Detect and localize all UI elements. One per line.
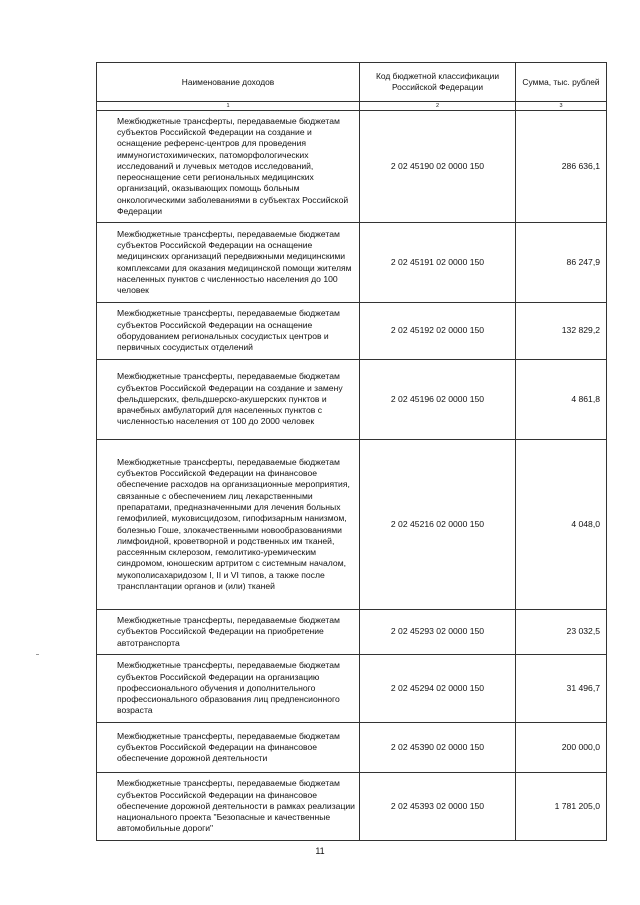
- budget-code: 2 02 45294 02 0000 150: [360, 655, 516, 723]
- revenue-table: [96, 62, 607, 841]
- revenue-name: Межбюджетные трансферты, передаваемые бюджетам субъектов Российской Федерации на оснащение оборудованием региональных сосудистых центров и первичных сосудистых отделений: [97, 303, 360, 360]
- header-amount-cell: Сумма, тыс. рублей: [516, 63, 607, 102]
- revenue-name: Межбюджетные трансферты, передаваемые бюджетам субъектов Российской Федерации на приобретение автотранспорта: [97, 610, 360, 655]
- column-number-1: 1: [97, 102, 360, 111]
- column-number-3: 3: [516, 102, 607, 111]
- table-header-row: [97, 63, 607, 102]
- margin-mark: [36, 654, 39, 655]
- revenue-name: Межбюджетные трансферты, передаваемые бюджетам субъектов Российской Федерации на организацию профессионального обучения и дополнительного профессионального образования лиц предпенсионного возраста: [97, 655, 360, 723]
- header-code-cell: Код бюджетной классификации Российской Федерации: [360, 63, 516, 102]
- budget-code: 2 02 45196 02 0000 150: [360, 360, 516, 440]
- amount: 1 781 205,0: [516, 773, 607, 841]
- budget-code: 2 02 45216 02 0000 150: [360, 440, 516, 610]
- revenue-name: Межбюджетные трансферты, передаваемые бюджетам субъектов Российской Федерации на финансовое обеспечение дорожной деятельности в рамках реализации национального проекта "Безопасные и качественные автомобильные дороги": [97, 773, 360, 841]
- revenue-name: Межбюджетные трансферты, передаваемые бюджетам субъектов Российской Федерации на финансовое обеспечение дорожной деятельности: [97, 723, 360, 773]
- table-row: [97, 111, 607, 223]
- header-name-cell: Наименование доходов: [97, 63, 360, 102]
- amount: 23 032,5: [516, 610, 607, 655]
- table-row: [97, 655, 607, 723]
- amount: 4 048,0: [516, 440, 607, 610]
- amount: 31 496,7: [516, 655, 607, 723]
- amount: 132 829,2: [516, 303, 607, 360]
- column-number-row: [97, 102, 607, 111]
- budget-code: 2 02 45191 02 0000 150: [360, 223, 516, 303]
- table-row: [97, 440, 607, 610]
- column-number-2: 2: [360, 102, 516, 111]
- budget-code: 2 02 45192 02 0000 150: [360, 303, 516, 360]
- table-row: [97, 223, 607, 303]
- budget-code: 2 02 45393 02 0000 150: [360, 773, 516, 841]
- table-row: [97, 303, 607, 360]
- table-row: [97, 723, 607, 773]
- table-row: [97, 773, 607, 841]
- revenue-name: Межбюджетные трансферты, передаваемые бюджетам субъектов Российской Федерации на создание и оснащение референс-центров для проведения иммуногистохимических, патоморфологических исследований и лучевых методов исследований, переоснащение сети региональных медицинских организаций, оказывающих помощь больным онкологическими заболеваниями в субъектах Российской Федерации: [97, 111, 360, 223]
- page-number: 11: [315, 846, 325, 856]
- amount: 86 247,9: [516, 223, 607, 303]
- amount: 200 000,0: [516, 723, 607, 773]
- revenue-name: Межбюджетные трансферты, передаваемые бюджетам субъектов Российской Федерации на финансовое обеспечение расходов на организационные мероприятия, связанные с обеспечением лиц лекарственными препаратами, предназначенными для лечения больных гемофилией, муковисцидозом, гипофизарным нанизмом, болезнью Гоше, злокачественными новообразованиями лимфоидной, кроветворной и родственных им тканей, рассеянным склерозом, гемолитико-уремическим синдромом, юношеским артритом с системным началом, мукополисахаридозом I, II и VI типов, а также после трансплантации органов и (или) тканей: [97, 440, 360, 610]
- amount: 4 861,8: [516, 360, 607, 440]
- amount: 286 636,1: [516, 111, 607, 223]
- budget-code: 2 02 45190 02 0000 150: [360, 111, 516, 223]
- revenue-name: Межбюджетные трансферты, передаваемые бюджетам субъектов Российской Федерации на оснащение медицинских организаций передвижными медицинскими комплексами для оказания медицинской помощи жителям населенных пунктов с численностью населения до 100 человек: [97, 223, 360, 303]
- budget-code: 2 02 45293 02 0000 150: [360, 610, 516, 655]
- table-row: [97, 360, 607, 440]
- revenue-name: Межбюджетные трансферты, передаваемые бюджетам субъектов Российской Федерации на создание и замену фельдшерских, фельдшерско-акушерских пунктов и врачебных амбулаторий для населенных пунктов с численностью населения от 100 до 2000 человек: [97, 360, 360, 440]
- budget-code: 2 02 45390 02 0000 150: [360, 723, 516, 773]
- table-row: [97, 610, 607, 655]
